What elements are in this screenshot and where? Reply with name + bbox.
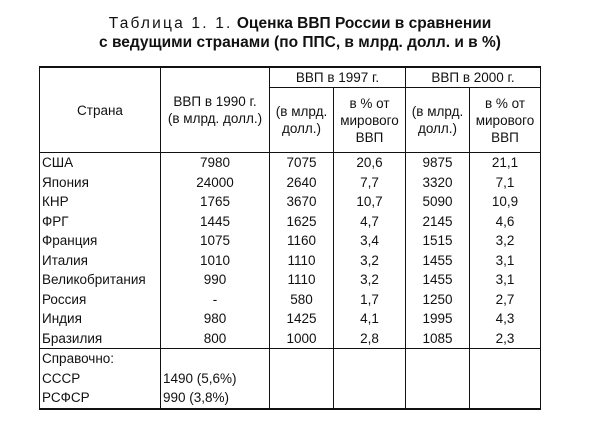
cell-country: Россия xyxy=(40,290,161,310)
cell-gdp-2000: 9875 xyxy=(406,153,470,173)
cell-pct-2000: 7,1 xyxy=(470,173,541,193)
caption-label: Таблица 1. 1. xyxy=(108,15,233,32)
cell-pct-1997: 1,7 xyxy=(334,290,406,310)
cell-empty xyxy=(470,369,541,389)
cell-pct-1997: 7,7 xyxy=(334,173,406,193)
header-gdp-2000: ВВП в 2000 г. xyxy=(406,67,541,88)
header-1997-pct-line3: ВВП xyxy=(355,129,384,145)
cell-gdp-1997: 1425 xyxy=(270,309,334,329)
table-row xyxy=(40,173,541,193)
header-2000-pct xyxy=(470,88,541,153)
cell-pct-2000: 3,1 xyxy=(470,251,541,271)
cell-empty xyxy=(270,388,334,409)
cell-country: Япония xyxy=(40,173,161,193)
header-1997-pct-line2: мирового xyxy=(340,112,399,128)
gdp-table xyxy=(39,66,541,410)
header-gdp-1990-line1: ВВП в 1990 г. xyxy=(173,94,257,109)
cell-pct-2000: 3,2 xyxy=(470,231,541,251)
cell-gdp-1990: 7980 xyxy=(161,153,270,173)
cell-empty xyxy=(470,388,541,409)
reference-name: СССР xyxy=(40,369,161,389)
table-row xyxy=(40,153,541,173)
header-gdp-1997: ВВП в 1997 г. xyxy=(270,67,406,88)
header-2000-pct-line3: ВВП xyxy=(491,129,519,145)
header-1997-abs-line1: (в млрд. xyxy=(275,104,328,119)
table-caption xyxy=(0,14,600,52)
cell-country: Великобритания xyxy=(40,270,161,290)
cell-gdp-2000: 2145 xyxy=(406,212,470,232)
header-1997-abs-line2: долл.) xyxy=(281,121,322,136)
cell-empty xyxy=(470,349,541,369)
cell-gdp-1997: 1110 xyxy=(270,251,334,271)
cell-pct-1997: 4,1 xyxy=(334,309,406,329)
cell-gdp-1997: 1625 xyxy=(270,212,334,232)
caption-line-1 xyxy=(0,14,600,33)
cell-pct-2000: 10,9 xyxy=(470,192,541,212)
cell-gdp-1990: 1075 xyxy=(161,231,270,251)
cell-gdp-2000: 1455 xyxy=(406,251,470,271)
header-1997-pct-line1: в % от xyxy=(349,95,390,111)
cell-gdp-2000: 1995 xyxy=(406,309,470,329)
header-1997-abs xyxy=(270,88,334,153)
caption-title: Оценка ВВП России в сравнении xyxy=(236,15,492,32)
reference-title-row xyxy=(40,349,541,369)
cell-gdp-1990: 980 xyxy=(161,309,270,329)
cell-gdp-2000: 1515 xyxy=(406,231,470,251)
cell-country: ФРГ xyxy=(40,212,161,232)
cell-gdp-2000: 5090 xyxy=(406,192,470,212)
cell-pct-2000: 3,1 xyxy=(470,270,541,290)
cell-empty xyxy=(406,349,470,369)
reference-row xyxy=(40,388,541,409)
cell-empty xyxy=(406,388,470,409)
cell-pct-2000: 2,3 xyxy=(470,329,541,349)
cell-pct-1997: 4,7 xyxy=(334,212,406,232)
cell-country: США xyxy=(40,153,161,173)
table-row xyxy=(40,329,541,349)
table-row xyxy=(40,309,541,329)
cell-gdp-2000: 1250 xyxy=(406,290,470,310)
cell-country: КНР xyxy=(40,192,161,212)
cell-gdp-2000: 1085 xyxy=(406,329,470,349)
caption-line-2: с ведущими странами (по ППС, в млрд. долл. и в %) xyxy=(99,34,501,51)
cell-gdp-1997: 3670 xyxy=(270,192,334,212)
table-row xyxy=(40,231,541,251)
cell-gdp-1997: 580 xyxy=(270,290,334,310)
header-1997-pct xyxy=(334,88,406,153)
cell-empty xyxy=(334,388,406,409)
cell-pct-2000: 21,1 xyxy=(470,153,541,173)
cell-gdp-2000: 3320 xyxy=(406,173,470,193)
cell-gdp-1997: 1000 xyxy=(270,329,334,349)
table-row xyxy=(40,251,541,271)
cell-country: Бразилия xyxy=(40,329,161,349)
header-2000-pct-line2: мирового xyxy=(475,112,535,128)
cell-empty xyxy=(334,369,406,389)
header-2000-pct-line1: в % от xyxy=(484,95,526,111)
cell-empty xyxy=(161,349,270,369)
cell-empty xyxy=(406,369,470,389)
reference-value: 1490 (5,6%) xyxy=(161,369,270,389)
header-2000-abs-line2: долл.) xyxy=(417,121,458,136)
header-2000-abs-line1: (в млрд. xyxy=(411,104,464,119)
cell-gdp-2000: 1455 xyxy=(406,270,470,290)
cell-gdp-1990: 990 xyxy=(161,270,270,290)
header-gdp-1990-line2: (в млрд. долл.) xyxy=(167,111,263,126)
cell-gdp-1997: 7075 xyxy=(270,153,334,173)
table-row xyxy=(40,212,541,232)
reference-row xyxy=(40,369,541,389)
cell-empty xyxy=(334,349,406,369)
cell-gdp-1990: 800 xyxy=(161,329,270,349)
cell-gdp-1997: 1160 xyxy=(270,231,334,251)
cell-pct-1997: 20,6 xyxy=(334,153,406,173)
header-2000-abs xyxy=(406,88,470,153)
cell-empty xyxy=(270,349,334,369)
cell-pct-1997: 3,4 xyxy=(334,231,406,251)
cell-gdp-1990: 1765 xyxy=(161,192,270,212)
cell-gdp-1990: 24000 xyxy=(161,173,270,193)
reference-name: РСФСР xyxy=(40,388,161,409)
cell-pct-2000: 2,7 xyxy=(470,290,541,310)
reference-value: 990 (3,8%) xyxy=(161,388,270,409)
cell-pct-1997: 2,8 xyxy=(334,329,406,349)
header-country: Страна xyxy=(40,67,161,153)
cell-country: Франция xyxy=(40,231,161,251)
table-row xyxy=(40,192,541,212)
cell-empty xyxy=(270,369,334,389)
cell-country: Индия xyxy=(40,309,161,329)
cell-country: Италия xyxy=(40,251,161,271)
cell-gdp-1990: 1010 xyxy=(161,251,270,271)
table-row xyxy=(40,290,541,310)
cell-pct-1997: 3,2 xyxy=(334,251,406,271)
header-row-1 xyxy=(40,67,541,88)
cell-gdp-1997: 2640 xyxy=(270,173,334,193)
header-gdp-1990 xyxy=(161,67,270,153)
cell-pct-2000: 4,3 xyxy=(470,309,541,329)
cell-gdp-1990: 1445 xyxy=(161,212,270,232)
reference-title: Справочно: xyxy=(40,349,161,369)
cell-pct-1997: 3,2 xyxy=(334,270,406,290)
cell-pct-1997: 10,7 xyxy=(334,192,406,212)
table-row xyxy=(40,270,541,290)
cell-pct-2000: 4,6 xyxy=(470,212,541,232)
cell-gdp-1997: 1110 xyxy=(270,270,334,290)
cell-gdp-1990: - xyxy=(161,290,270,310)
